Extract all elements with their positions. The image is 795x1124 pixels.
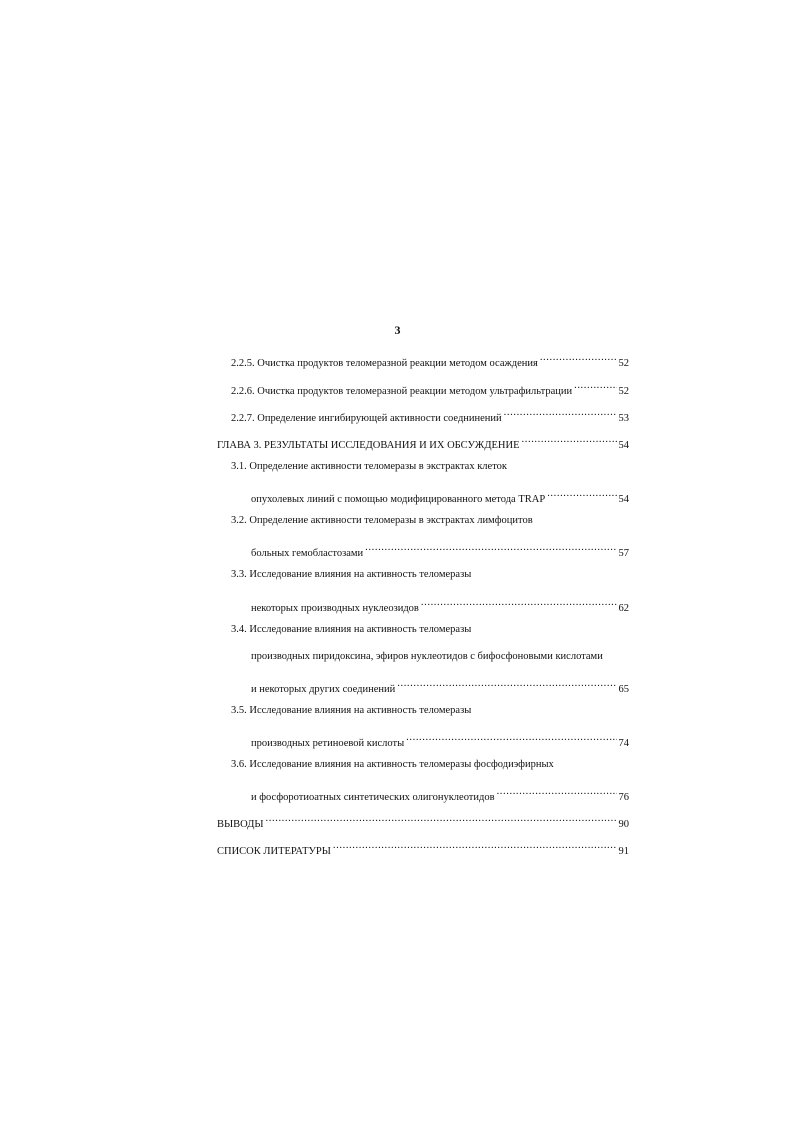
toc-entry: [251, 730, 629, 749]
toc-leader-dots: [397, 676, 616, 692]
toc-entry-page: 62: [618, 603, 629, 614]
toc-entry-title: 3.5. Исследование влияния на активность теломеразы: [231, 705, 472, 716]
toc-entry: [251, 486, 629, 505]
toc-entry: [231, 350, 629, 369]
toc-entry-page: 54: [618, 440, 629, 451]
toc-entry-title: производных ретиноевой кислоты: [251, 738, 405, 749]
toc-entry-title: 2.2.7. Определение ингибирующей активности соеднинений: [231, 413, 502, 424]
toc-entry-title: ВЫВОДЫ: [217, 819, 264, 830]
toc-entry-title: производных пиридоксина, эфиров нуклеотидов с бифосфоновыми кислотами: [251, 651, 603, 662]
page-number: 3: [394, 323, 401, 337]
toc-entry-page: 54: [618, 494, 629, 505]
toc-entry-title: 3.4. Исследование влияния на активность теломеразы: [231, 624, 472, 635]
toc-leader-dots: [421, 595, 617, 611]
toc-entry-title: опухолевых линий с помощью модифицированного метода TRAP: [251, 494, 546, 505]
toc-leader-dots: [522, 432, 617, 448]
toc-entry-title: СПИСОК ЛИТЕРАТУРЫ: [217, 846, 331, 857]
toc-entry-page: 52: [618, 386, 629, 397]
toc-leader-dots: [406, 730, 616, 746]
toc-entry-page: 74: [618, 738, 629, 749]
toc-entry-page: 76: [618, 792, 629, 803]
toc-leader-dots: [333, 838, 617, 854]
toc-entry-page: 52: [618, 358, 629, 369]
toc-leader-dots: [365, 540, 616, 556]
toc-entry: [231, 378, 629, 397]
toc-leader-dots: [266, 811, 617, 827]
toc-entry-page: 91: [618, 846, 629, 857]
toc-entry: [251, 595, 629, 614]
toc-entry-title: 2.2.6. Очистка продуктов теломеразной реакции методом ультрафильтрации: [231, 386, 573, 397]
toc-entry-title: и некоторых других соединений: [251, 684, 396, 695]
toc-entry: [251, 676, 629, 695]
toc-entry-title: и фосфоротиоатных синтетических олигонуклеотидов: [251, 792, 495, 803]
toc-leader-dots: [540, 350, 617, 366]
toc-leader-dots: [547, 486, 616, 502]
toc-entry-title: 3.1. Определение активности теломеразы в экстрактах клеток: [231, 461, 508, 472]
toc-entry: [231, 405, 629, 424]
toc-entry-title: 3.6. Исследование влияния на активность теломеразы фосфодиэфирных: [231, 759, 554, 770]
toc-leader-dots: [497, 784, 617, 800]
toc-leader-dots: [504, 405, 617, 421]
toc-entry-title: некоторых производных нуклеозидов: [251, 603, 419, 614]
toc-entry-title: больных гемобластозами: [251, 548, 364, 559]
toc-entry-title: ГЛАВА 3. РЕЗУЛЬТАТЫ ИССЛЕДОВАНИЯ И ИХ ОБСУЖДЕНИЕ: [217, 440, 520, 451]
toc-chapter-entry: [217, 838, 629, 857]
toc-entry-title: 2.2.5. Очистка продуктов теломеразной реакции методом осаждения: [231, 358, 538, 369]
toc-entry: [251, 784, 629, 803]
toc-entry-page: 57: [618, 548, 629, 559]
toc-entry: [251, 540, 629, 559]
toc-entry-page: 53: [618, 413, 629, 424]
toc-leader-dots: [574, 378, 616, 394]
toc-chapter-entry: [217, 811, 629, 830]
toc-entry-page: 90: [618, 819, 629, 830]
toc-chapter-entry: [217, 432, 629, 451]
toc-entry-page: 65: [618, 684, 629, 695]
toc-entry-title: 3.3. Исследование влияния на активность теломеразы: [231, 569, 472, 580]
toc-entry-title: 3.2. Определение активности теломеразы в экстрактах лимфоцитов: [231, 515, 533, 526]
